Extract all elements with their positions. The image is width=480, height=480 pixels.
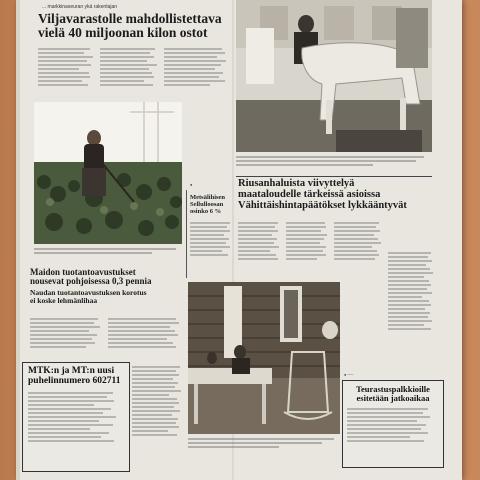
photo-field-worker — [34, 102, 182, 244]
divider-side — [186, 190, 187, 278]
center-line-3: Vähittäishintapäätökset lykkääntyvät — [238, 200, 407, 212]
headline-viljavarastolle — [38, 12, 234, 40]
headline-line-1: Viljavarastolle mahdollistettava — [38, 11, 222, 26]
caption-field-photo — [34, 246, 182, 258]
photo-interior-room — [188, 282, 340, 434]
barn-photo-svg — [236, 0, 432, 152]
phone-box-title — [28, 367, 124, 387]
milk-article-text-left — [30, 316, 104, 360]
continued-label: ● — [190, 182, 193, 187]
phone-title-line-1: MTK:n ja MT:n uusi — [28, 366, 115, 376]
slaughter-line-1: Teurastuspalkkioille — [356, 384, 430, 394]
center-line-1: Riusanhaluista viivyttelyä — [238, 178, 355, 189]
milk-line-2: nousevat pohjoisessa 0,3 pennia — [30, 276, 152, 287]
slaughter-box-text — [347, 406, 437, 462]
headline-milk-subsidies — [30, 268, 190, 305]
continued-marker: ● ── — [344, 372, 354, 377]
headline-center-story — [238, 178, 440, 211]
side-story-title — [190, 194, 234, 215]
phone-number-box — [22, 362, 130, 472]
center-text-col-1 — [238, 220, 282, 280]
article-text-top-right — [164, 46, 230, 98]
milk-line-1: Maidon tuotantoavustukset — [30, 267, 136, 277]
headline-line-2: vielä 40 miljoonan kilon ostot — [38, 25, 208, 41]
article-text-top-mid — [100, 46, 160, 98]
article-text-top-left — [38, 46, 96, 98]
milk-article-text-right — [108, 316, 184, 360]
caption-barn-photo — [236, 154, 432, 174]
right-text-col — [388, 250, 436, 370]
milk-subhead-line-1: Naudan tuotantoavustuksen korotus — [30, 287, 147, 297]
slaughter-fee-box — [342, 380, 444, 468]
kicker-top: ... markkinaseuran ykä rakentajan — [42, 4, 118, 10]
phone-box-text — [28, 390, 122, 464]
slaughter-line-2: esitetään jatkoaikaa — [356, 392, 430, 403]
field-photo-svg — [34, 102, 182, 244]
slaughter-box-title — [347, 385, 439, 403]
center-text-col-2 — [286, 220, 330, 280]
center-line-2: maataloudelle tärkeissä asioissa — [238, 189, 381, 201]
caption-interior-photo — [188, 436, 340, 456]
phone-title-line-2: puhelinnumero 602711 — [28, 375, 121, 386]
side-title-line-3: osinko 6 % — [190, 208, 222, 216]
side-title-line-2: Sellulloosan — [190, 201, 224, 209]
photo-barn-animal — [236, 0, 432, 152]
article-text-bottom-left — [132, 364, 184, 468]
interior-photo-svg — [188, 282, 340, 434]
side-story-text — [190, 220, 234, 276]
side-title-line-1: Metsälihisen — [190, 194, 226, 201]
divider-center-headline — [236, 176, 432, 177]
center-text-col-3 — [334, 220, 384, 280]
milk-subhead-line-2: ei koske lehmänlihaa — [30, 295, 98, 305]
paper-edge — [16, 0, 20, 480]
